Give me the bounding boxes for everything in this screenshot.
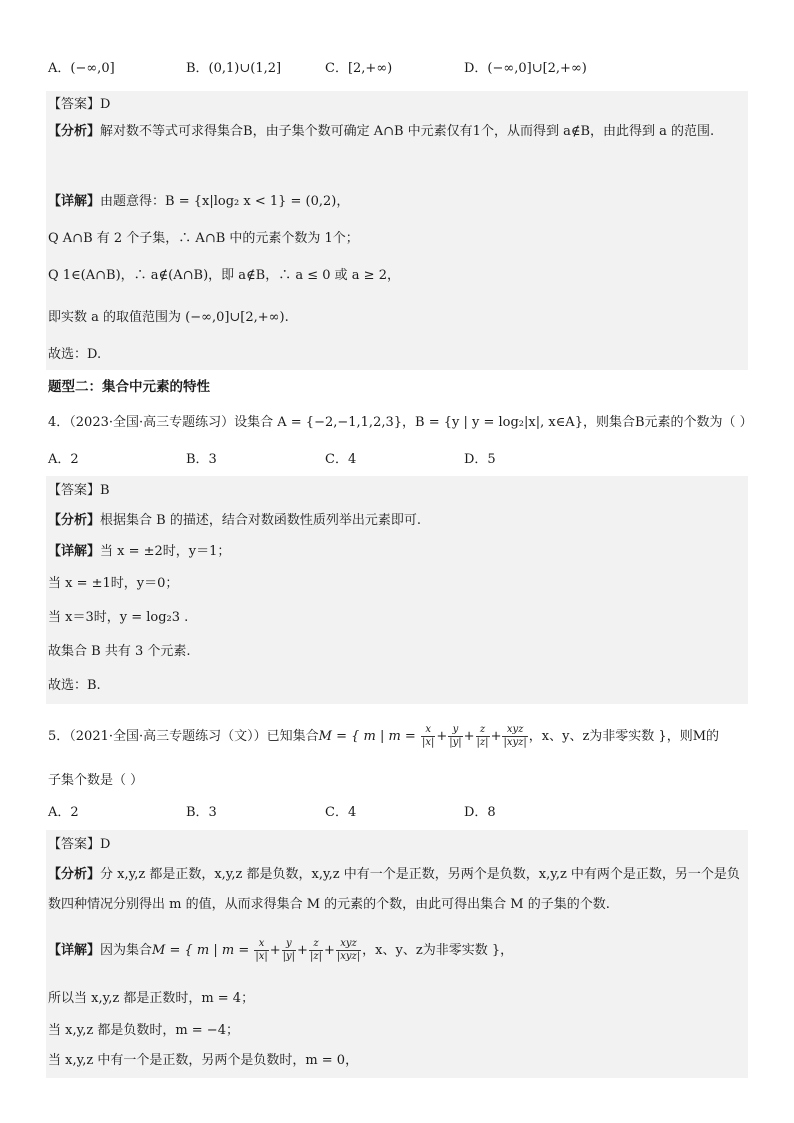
detail-label: 【详解】 (48, 194, 101, 209)
option-d: D．(−∞,0]∪[2,+∞) (464, 61, 587, 76)
detail-line-3: 当 x＝3时，y = log₂3 . (48, 610, 189, 625)
detail-line-5: 故选：B. (48, 678, 101, 693)
analysis-label: 【分析】 (48, 513, 101, 528)
detail-line-5: 故选：D. (48, 347, 102, 362)
fraction: $\frac{z}{|z|}$ (476, 724, 489, 748)
analysis-label: 【分析】 (48, 124, 101, 139)
option-a: A．2 (48, 805, 79, 820)
detail-line-2: 当 x = ±1时，y＝0； (48, 576, 179, 591)
detail-line-1: 【详解】由题意得：B = {x|log₂ x < 1} = (0,2)， (48, 194, 350, 209)
q5-solution-box (46, 830, 748, 1078)
option-b: B．(0,1)∪(1,2] (186, 61, 282, 76)
detail-line-3: 当 x,y,z 都是负数时，m = −4； (48, 1023, 239, 1038)
fraction: $\frac{y}{|y|}$ (449, 724, 462, 748)
detail-line-4: 即实数 a 的取值范围为 (−∞,0]∪[2,+∞). (48, 310, 289, 325)
detail-line-2: Q A∩B 有 2 个子集，∴ A∩B 中的元素个数为 1个； (48, 231, 359, 246)
fraction: $\frac{\text{xyz}}{\text{|xyz|}}$ (336, 938, 361, 962)
detail-label: 【详解】 (48, 544, 101, 559)
option-c: C．4 (325, 805, 357, 820)
q5-options (48, 802, 748, 824)
option-c: C．[2,+∞) (325, 61, 393, 76)
analysis-label: 【分析】 (48, 867, 101, 882)
detail-line-1: 【详解】因为集合M = { m | m = $\frac{x}{|x|}$ + $\frac{y}{|y|}$ + $\frac{z}{|z|}$ + $\frac{\text{xyz}}{\text{|xyz|}}$ ，x、y、z为非零实数 }， (48, 938, 514, 962)
detail-line-4: 当 x,y,z 中有一个是正数，另两个是负数时，m = 0， (48, 1053, 359, 1068)
option-b: B．3 (186, 805, 217, 820)
fraction: $\frac{y}{|y|}$ (282, 938, 296, 962)
option-a: A．2 (48, 452, 79, 467)
set-expression: M = { m | m = $\frac{x}{|x|}$ + $\frac{y}{|y|}$ + $\frac{z}{|z|}$ + $\frac{\text{xyz}}{\text{|xyz|}}$ (318, 724, 527, 748)
fraction: $\frac{z}{|z|}$ (309, 938, 322, 962)
analysis-text: 分 x,y,z 都是正数，x,y,z 都是负数，x,y,z 中有一个是正数，另两个是负数，x,y,z 中有两个是正数，另一个是负数四种情况分别得出 m 的值，从而求得集合 M 的元素的个数，由此可得出集合 M 的子集的个数. (48, 867, 740, 912)
fraction: $\frac{\text{xyz}}{\text{|xyz|}}$ (503, 724, 527, 748)
analysis-text: 解对数不等式可求得集合B，由子集个数可确定 A∩B 中元素仅有1个，从而得到 a∉B，由此得到 a 的范围. (100, 124, 715, 139)
q3-options (48, 58, 748, 80)
analysis (48, 117, 744, 147)
q4-options (48, 449, 748, 471)
detail-line-2: 所以当 x,y,z 都是正数时，m = 4； (48, 991, 255, 1006)
section-heading: 题型二：集合中元素的特性 (48, 379, 210, 395)
option-c: C．4 (325, 452, 357, 467)
set-expression: M = { m | m = $\frac{x}{|x|}$ + $\frac{y}{|y|}$ + $\frac{z}{|z|}$ + $\frac{\text{xyz}}{\text{|xyz|}}$ (152, 938, 361, 962)
fraction: $\frac{x}{|x|}$ (255, 938, 268, 962)
answer: 【答案】D (48, 97, 111, 112)
analysis (48, 860, 744, 920)
option-b: B．3 (186, 452, 217, 467)
detail-label: 【详解】 (48, 943, 101, 958)
q5-stem: 5．（2021·全国·高三专题练习（文））已知集合M = { m | m = $\frac{x}{|x|}$ + $\frac{y}{|y|}$ + $\frac{z}{|z|}$ + $\frac{\text{xyz}}{\text{|xyz|}}$ ，x、y、z为非零实数 }，则M的 (48, 724, 720, 748)
analysis (48, 510, 744, 532)
q4-stem: 4．（2023·全国·高三专题练习）设集合 A = {−2,−1,1,2,3}，B = {y | y = log₂|x|, x∈A}，则集合B元素的个数为（ ） (48, 415, 753, 430)
q5-stem-line-2: 子集个数是（ ） (48, 773, 144, 788)
q4-solution-box (46, 476, 748, 704)
option-d: D．5 (464, 452, 496, 467)
fraction: $\frac{x}{|x|}$ (421, 724, 435, 748)
option-a: A．(−∞,0] (48, 61, 115, 76)
detail-line-1: 【详解】当 x = ±2时，y＝1； (48, 544, 231, 559)
answer: 【答案】B (48, 483, 110, 498)
detail-line-3: Q 1∈(A∩B)，∴ a∉(A∩B)，即 a∉B，∴ a ≤ 0 或 a ≥ 2， (48, 268, 400, 283)
detail-line-4: 故集合 B 共有 3 个元素. (48, 644, 191, 659)
analysis-text: 根据集合 B 的描述，结合对数函数性质列举出元素即可. (100, 513, 421, 528)
option-d: D．8 (464, 805, 496, 820)
answer: 【答案】D (48, 837, 111, 852)
q3-solution-box (46, 91, 748, 370)
